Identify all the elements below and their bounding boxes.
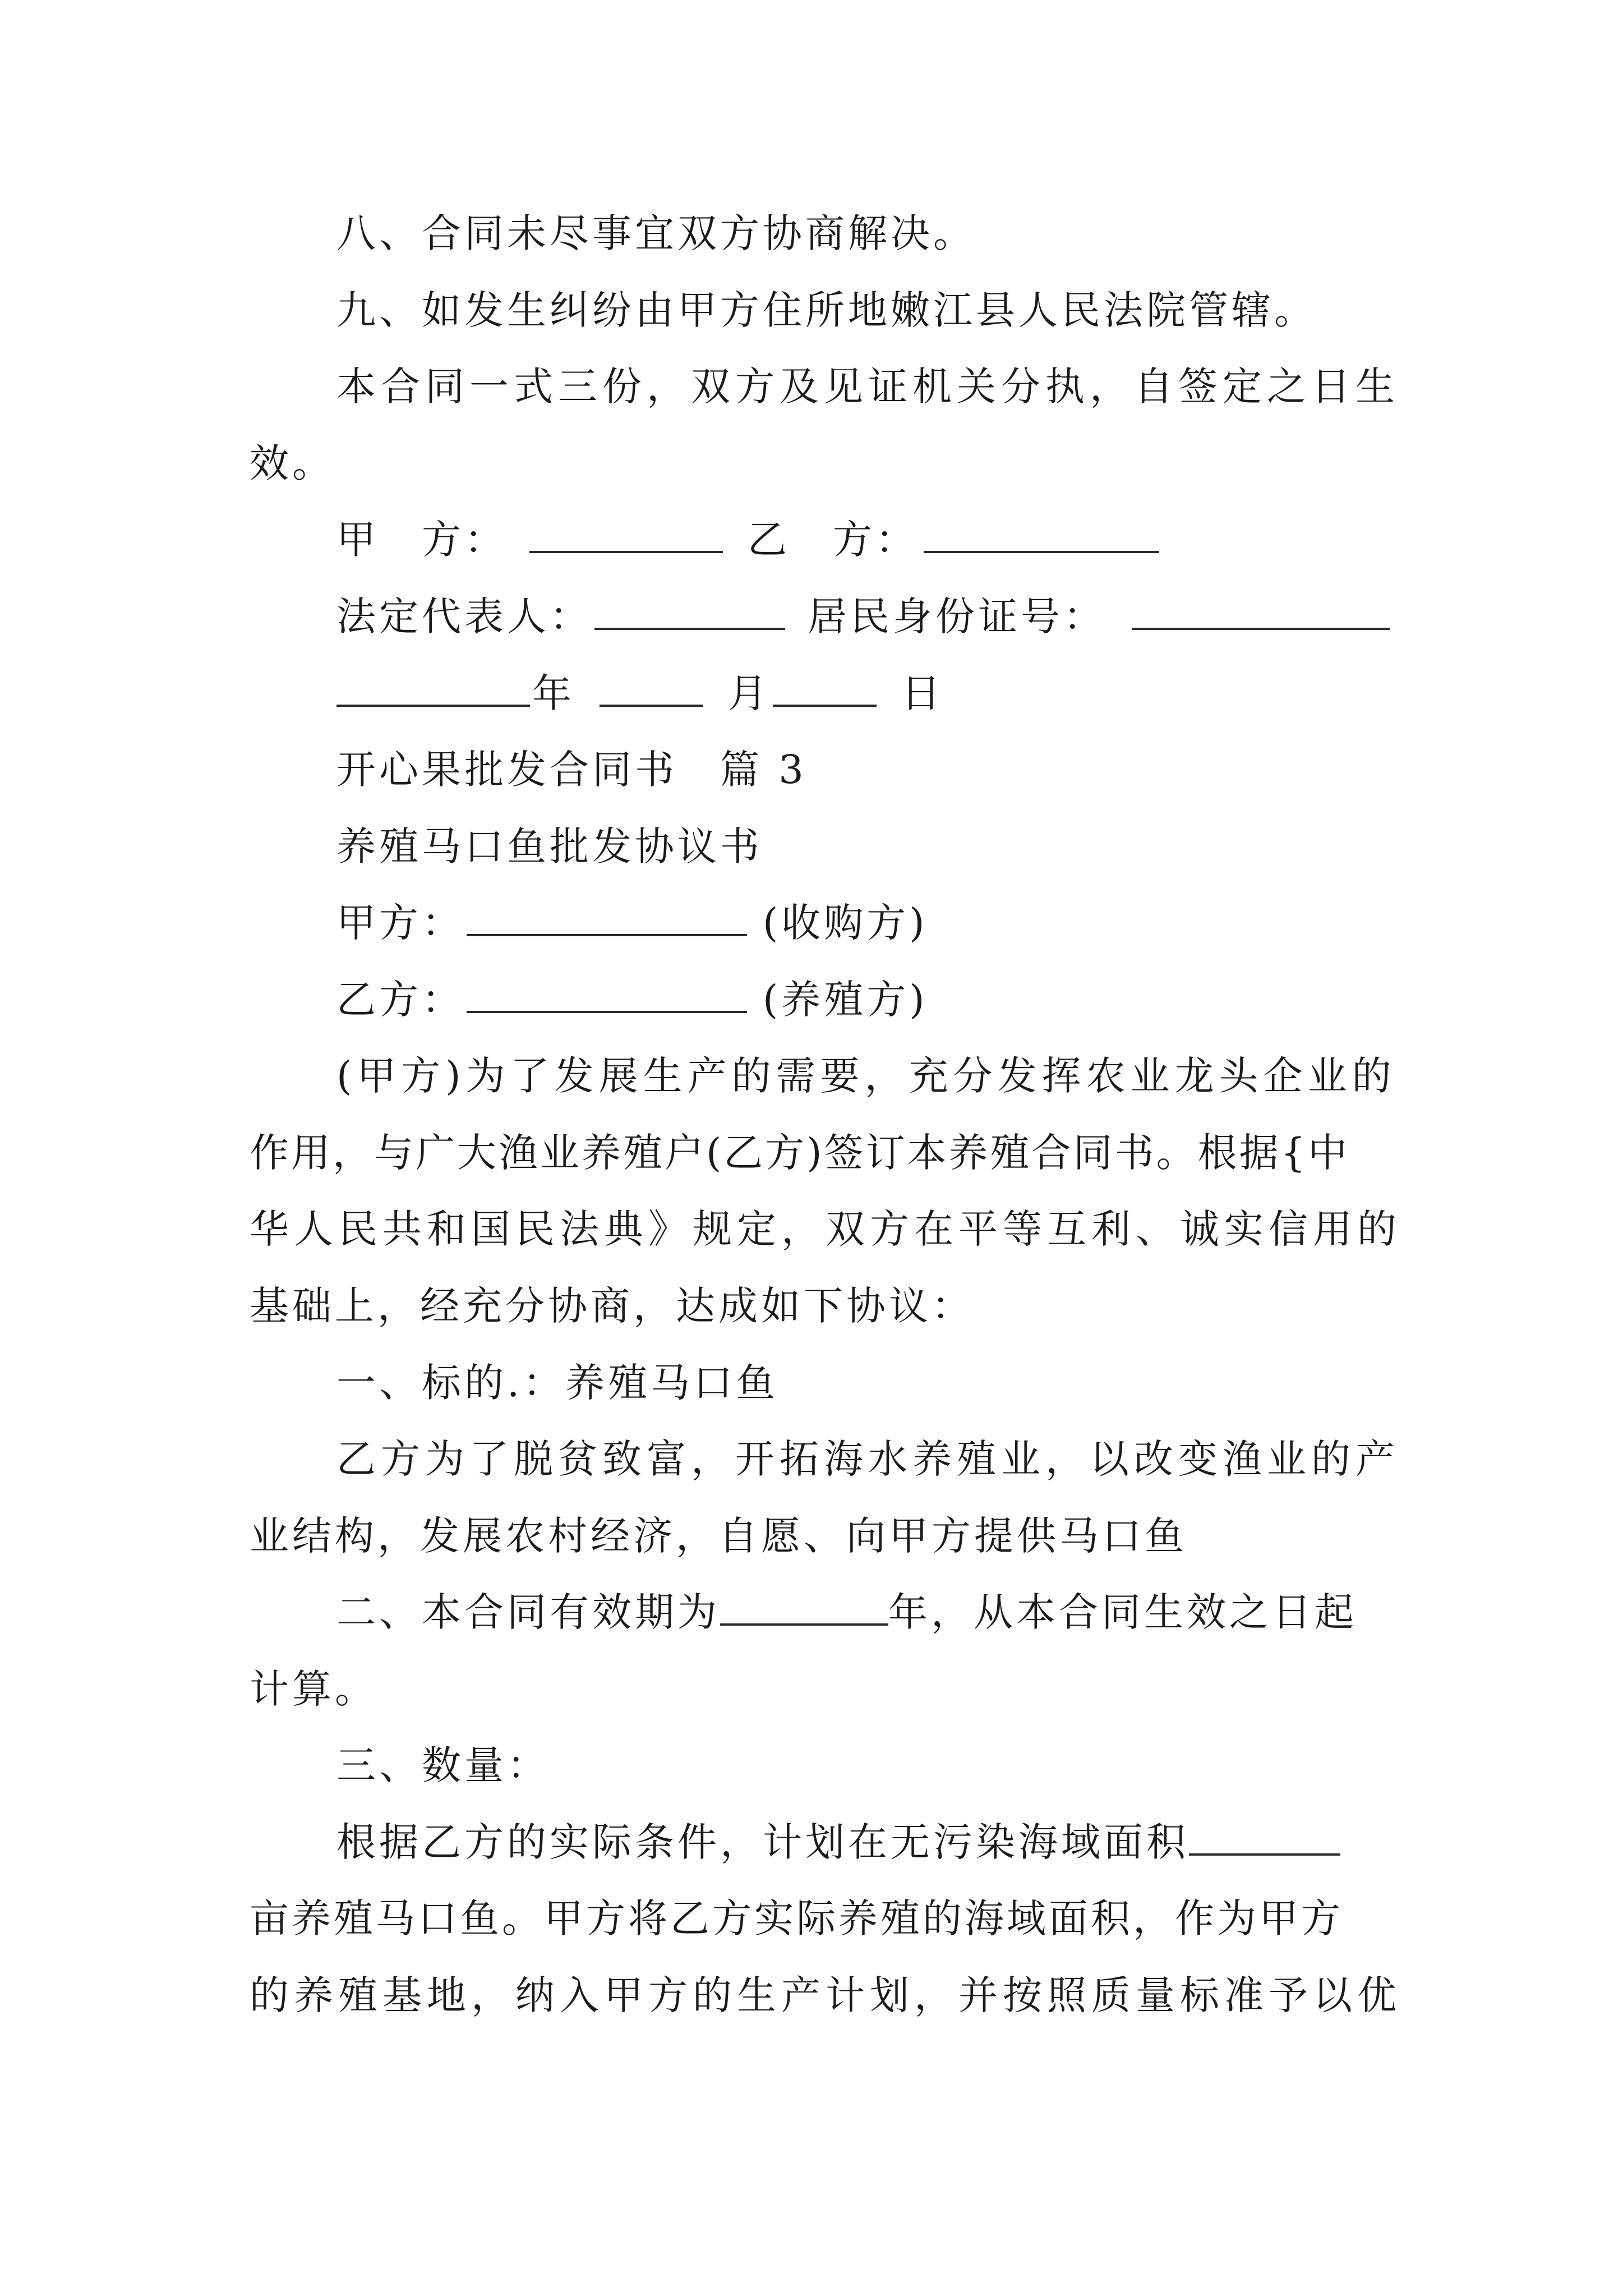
month-gap-blank: [600, 665, 703, 707]
clause-1-title: 一、标的.：养殖马口鱼: [336, 1360, 779, 1406]
clause-2-line-1: [336, 1584, 1357, 1640]
sea-area-blank: [1189, 1814, 1340, 1856]
day-blank: [773, 665, 877, 707]
term-years-blank: [720, 1584, 888, 1626]
buyer-row: [336, 895, 928, 951]
signature-parties-row: [336, 512, 1161, 568]
clause-1-line-1: 乙方为了脱贫致富，开拓海水养殖业，以改变渔业的产: [336, 1436, 1400, 1482]
farmer-row: [336, 972, 928, 1028]
intro-line-2: 作用，与广大渔业养殖户(乙方)签订本养殖合同书。根据{中: [250, 1130, 1350, 1176]
party-a-blank: [529, 512, 723, 553]
farmer-role: (养殖方): [763, 977, 928, 1023]
legal-rep-label: 法定代表人：: [336, 593, 592, 639]
party-b-blank: [924, 512, 1159, 553]
clause-3-title: 三、数量：: [336, 1742, 550, 1788]
buyer-blank: [467, 895, 747, 936]
month-label: 月: [728, 670, 771, 716]
clause-8: 八、合同未尽事宜双方协商解决。: [336, 210, 976, 256]
clause-3-text: 根据乙方的实际条件，计划在无污染海域面积: [336, 1819, 1189, 1865]
clause-2-line-2: 计算。: [250, 1666, 377, 1712]
id-number-blank: [1132, 588, 1390, 630]
intro-line-3: 华人民共和国民法典》规定，双方在平等互利、诚实信用的: [250, 1206, 1401, 1252]
copies-clause-line1: 本合同一式三份，双方及见证机关分执，自签定之日生: [336, 364, 1400, 409]
clause-2-suffix: 年，从本合同生效之日起: [888, 1589, 1357, 1635]
farmer-blank: [467, 972, 747, 1013]
copies-clause-line2: 效。: [250, 440, 335, 486]
party-a-label: 甲 方：: [336, 517, 507, 563]
signature-rep-row: [336, 588, 1392, 645]
buyer-role: (收购方): [763, 900, 928, 946]
year-label: 年: [532, 670, 575, 716]
intro-line-1: (甲方)为了发展生产的需要，充分发挥农业龙头企业的: [336, 1053, 1396, 1099]
intro-line-4: 基础上，经充分协商，达成如下协议：: [250, 1283, 974, 1329]
day-label: 日: [901, 670, 944, 716]
buyer-label: 甲方：: [336, 900, 464, 946]
date-row: [336, 665, 944, 721]
party-b-label: 乙 方：: [748, 517, 918, 563]
id-number-label: 居民身份证号：: [808, 593, 1106, 639]
section-heading: 开心果批发合同书 篇 3: [336, 747, 807, 793]
clause-2-prefix: 二、本合同有效期为: [336, 1589, 720, 1635]
agreement-title: 养殖马口鱼批发协议书: [336, 823, 763, 869]
legal-rep-blank: [594, 588, 785, 630]
farmer-label: 乙方：: [336, 977, 464, 1023]
clause-3-line-2: 亩养殖马口鱼。甲方将乙方实际养殖的海域面积，作为甲方: [250, 1895, 1343, 1941]
clause-3-line-3: 的养殖基地，纳入甲方的生产计划，并按照质量标准予以优: [250, 1972, 1401, 2018]
year-blank: [336, 665, 530, 707]
clause-9: 九、如发生纠纷由甲方住所地嫩江县人民法院管辖。: [336, 287, 1317, 333]
clause-3-line-1: [336, 1814, 1340, 1870]
clause-1-line-2: 业结构，发展农村经济，自愿、向甲方提供马口鱼: [250, 1513, 1187, 1559]
